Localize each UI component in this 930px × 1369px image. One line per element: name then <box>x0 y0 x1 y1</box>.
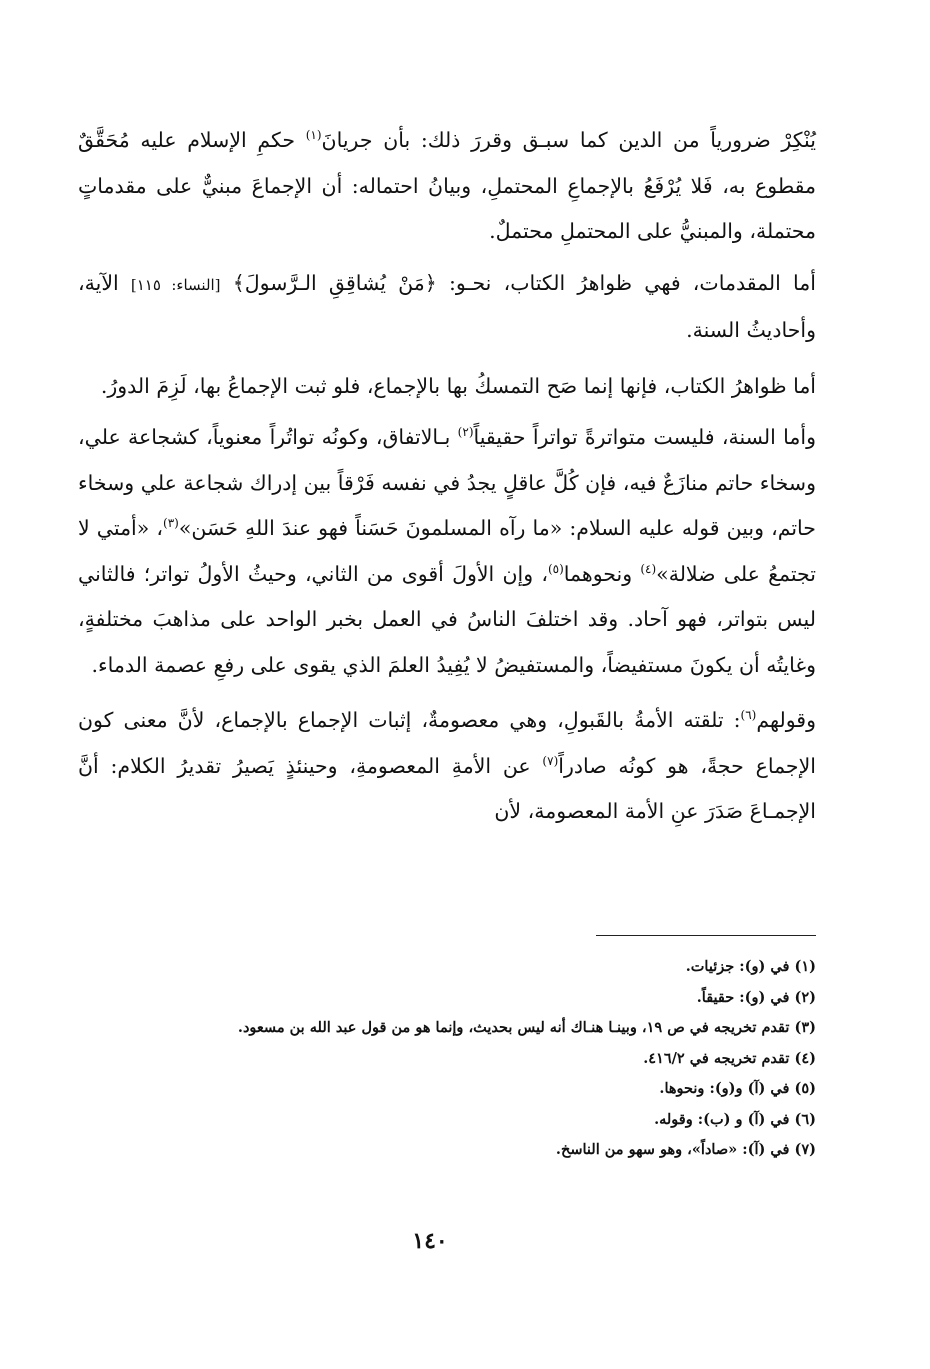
footnote-marker-3: (٣) <box>163 516 179 531</box>
footnote-1: (١) في (و): جزئيات. <box>685 958 816 975</box>
text-run: عليه مُحَقَّقٌ مقطوع به، فَلا يُرْفَعُ بالإجماعِ المحتملِ، وبيانُ احتماله: أن الإجماعَ مبنيٌّ على مقدماتٍ محتملة، والمبنيُّ على المحتملِ محتملٌ. <box>78 128 816 243</box>
quran-quote: أما المقدمات، فهي ظواهرُ الكتاب، نحـو: ﴿مَنْ يُشاقِقِ الـرَّسولَ﴾ <box>232 270 816 295</box>
footnote-6: (٦) في (آ) و (ب): وقوله. <box>654 1110 816 1128</box>
text-run: وأما السنة، فليست متواترةً تواتراً حقيقياً <box>473 425 816 449</box>
footnote-2: (٢) في (و): حقيقاً. <box>696 988 816 1006</box>
quran-citation: [النساء: ١١٥] <box>130 275 221 294</box>
footnote-7: (٧) في (آ): «صاداً»، وهو سهو من الناسخ. <box>555 1141 816 1158</box>
footnote-5: (٥) في (آ) و(و): ونحوها. <box>659 1080 816 1097</box>
footnote-marker-6: (٦) <box>740 708 757 723</box>
footnotes <box>60 952 816 1166</box>
footnote-marker-4: (٤) <box>640 561 657 576</box>
footnote-marker-1: (١) <box>305 128 322 143</box>
text-run: وقولهم <box>756 708 816 732</box>
page-number: ١٤٠ <box>412 1228 448 1254</box>
footnote-separator <box>596 935 816 936</box>
footnote-marker-7: (٧) <box>542 753 559 768</box>
text-run: بـالاتفاق، وكونُه تواتُراً معنوياً، كشجاعة علي، وسخاء حاتم منازَعٌ فيه، فإن كُلَّ عاقلٍ يجدُ في نفسه فَرْقاً بين إدراك شجاعة علي وسخاء حاتم، وبين قوله عليه السلام: «ما رآه المسلمونَ حَسَناً فهو عندَ اللهِ حَسَن» <box>78 425 816 540</box>
paragraph-5 <box>78 698 816 835</box>
paragraph-3 <box>78 364 816 410</box>
text-run: أما ظواهرُ الكتاب، فإنها إنما صَح التمسكُ بها بالإجماع، فلو ثبت الإجماعُ بها، لَزِمَ الدورُ. <box>100 373 816 398</box>
main-text <box>78 118 816 835</box>
text-run: ، «أمتي لا تجتمعُ على ضلالة» <box>78 516 816 586</box>
text-run: الآية، وأحاديثُ السنة. <box>78 270 816 342</box>
paragraph-4 <box>78 415 816 688</box>
text-run: ، وإن الأولَ أقوى من الثاني، وحيثُ الأولُ تواتر؛ فالثاني ليس بتواتر، فهو آحاد. وقد اختلفَ الناسُ في العمل بخبر الواحد على مذاهبَ مختلفةٍ، وغايتُه أن يكونَ مستفيضاً، والمستفيضُ لا يُفِيدُ العلمَ الذي يقوى على رفعِ عصمة الدماء. <box>78 561 816 677</box>
text-run: عن الأمةِ المعصومةِ، وحينئذٍ يَصيرُ تقديرُ الكلام: أنَّ الإجمـاعَ صَدَرَ عنِ الأمة المعصومة، لأن <box>78 753 816 823</box>
footnote-4: (٤) تقدم تخريجه في ٤١٦/٢. <box>643 1049 816 1067</box>
paragraph-1 <box>78 118 816 255</box>
paragraph-2 <box>78 261 816 354</box>
footnote-3: (٣) تقدم تخريجه في ص ١٩، وبينـا هنـاك أنه ليس بحديث، وإنما هو من قول عبد الله بن مسعود. <box>237 1019 816 1036</box>
footnote-marker-2: (٢) <box>457 425 474 440</box>
text-run: حكمِ الإسلام <box>187 128 296 152</box>
text-run: : تلقته الأمةُ بالقَبولِ، وهي معصومةٌ، إثبات الإجماع بالإجماع، لأنَّ معنى كون الإجماع حجةً، هو كونُه صادراً <box>78 708 816 778</box>
text-run: يُنْكِرْ ضرورياً من الدين كما سبـق وقررَ ذلك: بأن جريانَ <box>321 128 816 152</box>
footnote-marker-5: (٥) <box>547 561 564 576</box>
text-run: ونحوهما <box>563 561 641 586</box>
